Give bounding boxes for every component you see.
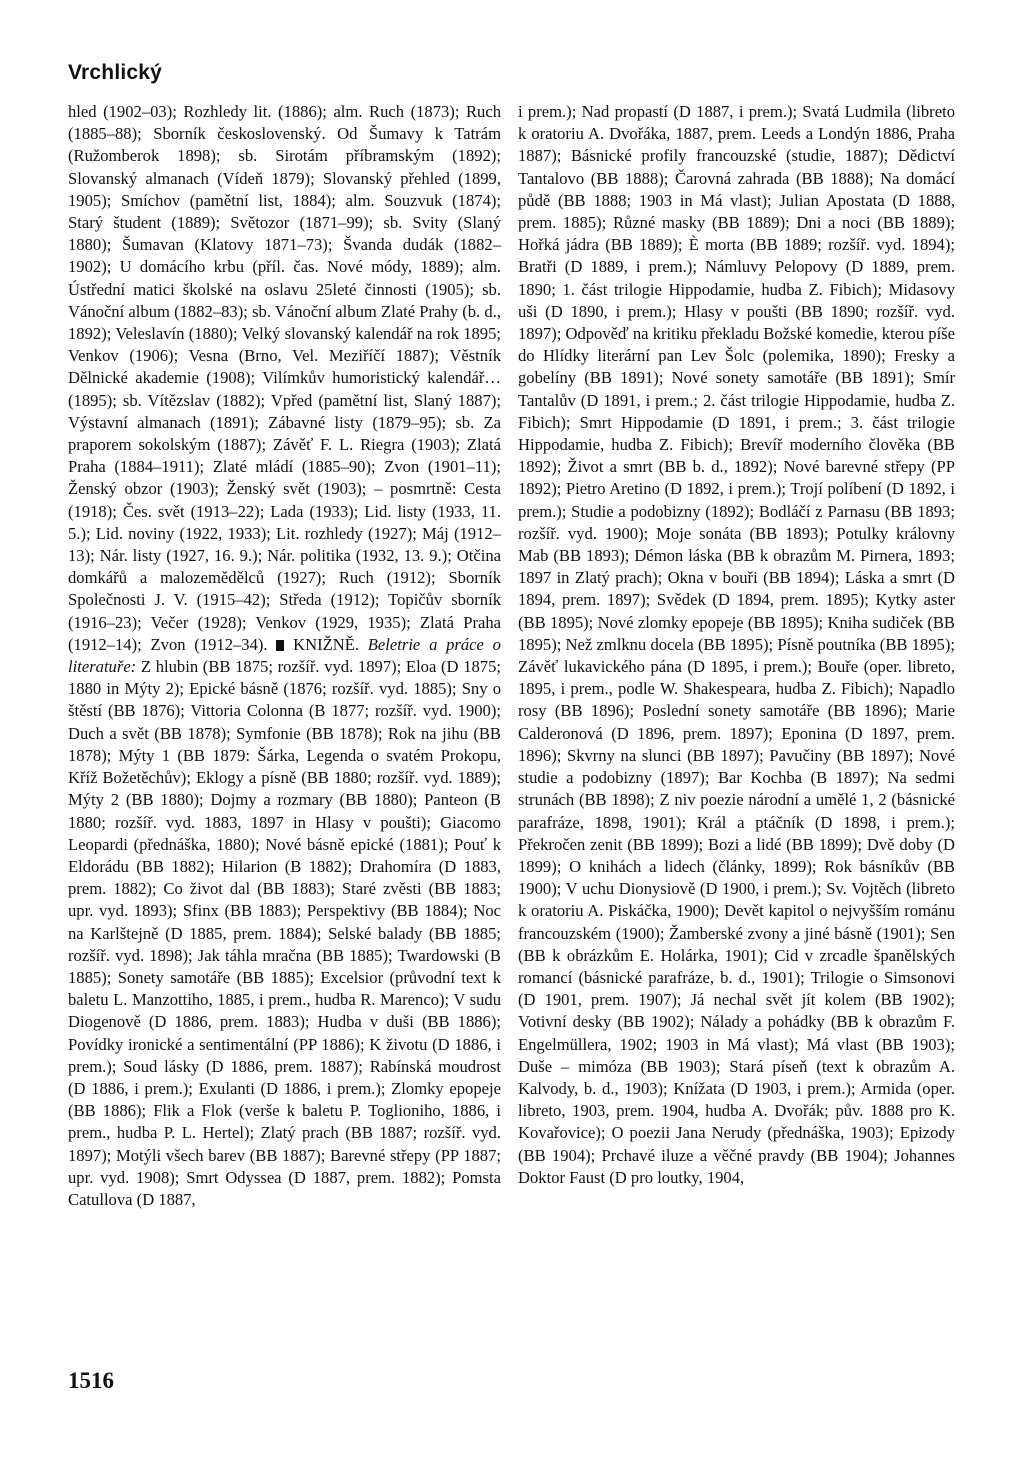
left-paragraph-1: hled (1902–03); Rozhledy lit. (1886); alm. Ruch (1873); Ruch (1885–88); Sborník československý. Od Šumavy k Tatrám (Ružomberok 1898); sb. Sirotám příbramským (1892); Slovanský almanach (Vídeň 1879); Slovanský přehled (1899, 1905); Smíchov (pamětní list, 1884); alm. Souzvuk (1874); Starý študent (1889); Světozor (1871–99); sb. Svity (Slaný 1880); Šumavan (Klatovy 1871–73); Švanda dudák (1882–1902); U domácího krbu (příl. čas. Nové módy, 1889); alm. Ústřední matici školské na oslavu 25leté činnosti (1905); sb. Vánoční album (1882–83); sb. Vánoční album Zlaté Prahy (b. d., 1892); Veleslavín (1880); Velký slovanský kalendář na rok 1895; Venkov (1906); Vesna (Brno, Vel. Meziříčí 1887); Věstník Dělnické akademie (1908); Vilímkův humoristický kalendář… (1895); sb. Vítězslav (1882); Vpřed (pamětní list, Slaný 1887); Výstavní almanach (1891); Zábavné listy (1879–95); sb. Za praporem sokolským (1887); Závěť F. L. Riegra (1903); Zlatá Praha (1884–1911); Zlaté mládí (1885–90); Zvon (1901–11); Ženský obzor (1903); Ženský svět (1903); – posmrtně: Cesta (1918); Čes. svět (1913–22); Lada (1933); Lid. listy (1933, 11. 5.); Lid. noviny (1922, 1933); Lit. rozhledy (1927); Máj (1912–13); Nár. listy (1927, 16. 9.); Nár. politika (1932, 13. 9.); Otčina domkářů a malozemědělců (1927); Ruch (1912); Sborník Společnosti J. V. (1915–42); Středa (1912); Topičův sborník (1916–23); Večer (1928); Venkov (1929, 1935); Zlatá Praha (1912–14); Zvon (1912–34).	[68, 102, 501, 654]
page-number: 1516	[68, 1368, 114, 1393]
left-paragraph-2: Z hlubin (BB 1875; rozšíř. vyd. 1897); Eloa (D 1875; 1880 in Mýty 2); Epické básně (1876; rozšíř. vyd. 1885); Sny o štěstí (BB 1876); Vittoria Colonna (B 1877; rozšíř. vyd. 1900); Duch a svět (BB 1878); Symfonie (BB 1878); Rok na jihu (BB 1878); Mýty 1 (BB 1879: Šárka, Legenda o svatém Prokopu, Kříž Božetěchův); Eklogy a písně (BB 1880; rozšíř. vyd. 1889); Mýty 2 (BB 1880); Dojmy a rozmary (BB 1880); Panteon (B 1880; rozšíř. vyd. 1883, 1897 in Hlasy v poušti); Giacomo Leopardi (přednáška, 1880); Nové básně epické (1881); Pouť k Eldorádu (BB 1882); Hilarion (B 1882); Drahomíra (D 1883, prem. 1882); Co život dal (BB 1883); Staré zvěsti (BB 1883; upr. vyd. 1893); Sfinx (BB 1883); Perspektivy (BB 1884); Noc na Karlštejně (D 1885, prem. 1884); Selské balady (BB 1885; rozšíř. vyd. 1898); Jak táhla mračna (BB 1885); Twardowski (B 1885); Sonety samotáře (BB 1885); Excelsior (průvodní text k baletu L. Manzottiho, 1885, i prem., hudba R. Marenco); V sudu Diogenově (D 1886, prem. 1883); Hudba v duši (BB 1886); Povídky ironické a sentimentální (PP 1886); K životu (D 1886, i prem.); Soud lásky (D 1886, prem. 1887); Rabínská moudrost (D 1886, i prem.); Exulanti (D 1886, i prem.); Zlomky epopeje (BB 1886); Flik a Flok (verše k baletu P. Toglioniho, 1886, i prem., hudba P. L. Hertel); Zlatý prach (BB 1887; rozšíř. vyd. 1897); Motýli všech barev (BB 1887); Barevné střepy (PP 1887; upr. vyd. 1908); Smrt Odyssea (D 1887, prem. 1882); Pomsta Catullova (D 1887,	[68, 657, 501, 1209]
section-mark-icon	[276, 640, 284, 651]
section-label: KNIŽNĚ.	[293, 634, 360, 654]
left-column-text	[68, 101, 501, 1211]
running-head: Vrchlický	[68, 61, 163, 84]
left-column	[68, 101, 501, 1211]
right-column	[518, 101, 955, 1189]
section-subtitle: Beletrie a práce o literatuře:	[68, 634, 501, 677]
right-paragraph: i prem.); Nad propastí (D 1887, i prem.); Svatá Ludmila (libreto k oratoriu A. Dvořáka, 1887, prem. Leeds a Londýn 1886, Praha 1887); Básnické profily francouzské (studie, 1887); Dědictví Tantalovo (BB 1888); Čarovná zahrada (BB 1888); Na domácí půdě (BB 1888; 1903 in Má vlast); Julian Apostata (D 1888, prem. 1885); Různé masky (BB 1889); Dni a noci (BB 1889); Hořká jádra (BB 1889); È morta (BB 1889; rozšíř. vyd. 1894); Bratři (D 1889, i prem.); Námluvy Pelopovy (D 1889, prem. 1890; 1. část trilogie Hippodamie, hudba Z. Fibich); Midasovy uši (D 1890, i prem.); Hlasy v poušti (BB 1890; rozšíř. vyd. 1897); Odpověď na kritiku překladu Božské komedie, kterou píše do Hlídky literární pan Lev Šolc (polemika, 1890); Fresky a gobelíny (BB 1891); Nové sonety samotáře (BB 1891); Smír Tantalův (D 1891, i prem.; 2. část trilogie Hippodamie, hudba Z. Fibich); Smrt Hippodamie (D 1891, i prem.; 3. část trilogie Hippodamie, hudba Z. Fibich); Brevíř moderního člověka (BB 1892); Život a smrt (BB b. d., 1892); Nové barevné střepy (PP 1892); Pietro Aretino (D 1892, i prem.); Trojí políbení (D 1892, i prem.); Studie a podobizny (1892); Bodláčí z Parnasu (BB 1893; rozšíř. vyd. 1900); Moje sonáta (BB 1893); Potulky královny Mab (BB 1893); Démon láska (BB k obrazům M. Pirnera, 1893; 1897 in Zlatý prach); Okna v bouři (BB 1894); Láska a smrt (D 1894, prem. 1897); Svědek (D 1894, prem. 1895); Kytky aster (BB 1895); Nové zlomky epopeje (BB 1895); Kniha sudiček (BB 1895); Než zmlknu docela (BB 1895); Písně poutníka (BB 1895); Závěť lukavického pána (D 1895, i prem.); Bouře (oper. libreto, 1895, i prem., podle W. Shakespeara, hudba Z. Fibich); Napadlo rosy (BB 1896); Poslední sonety samotáře (BB 1896); Marie Calderonová (D 1896, prem. 1897); Eponina (D 1897, prem. 1896); Skvrny na slunci (BB 1897); Pavučiny (BB 1897); Nové studie a podobizny (1897); Bar Kochba (B 1897); Na sedmi strunách (BB 1898); Z niv poezie národní a umělé 1, 2 (básnické parafráze, 1898, 1901); Král a ptáčník (D 1898, i prem.); Překročen zenit (BB 1899); Bozi a lidé (BB 1899); Dvě doby (D 1899); O knihách a lidech (články, 1899); Rok básníkův (BB 1900); V uchu Dionysiově (D 1900, i prem.); Sv. Vojtěch (libreto k oratoriu A. Piskáčka, 1900); Devět kapitol o nejvyšším románu francouzském (1900); Žamberské zvony a jiné básně (1901); Sen (BB k obrázkům E. Holárka, 1901); Cid v zrcadle španělských romancí (básnické parafráze, b. d., 1901); Trilogie o Simsonovi (D 1901, prem. 1907); Já nechal svět jít kolem (BB 1902); Votivní desky (BB 1902); Nálady a pohádky (BB k obrazům F. Engelmüllera, 1902; 1903 in Má vlast); Má vlast (BB 1903); Duše – mimóza (BB 1903); Stará píseň (text k obrazům A. Kalvody, b. d., 1903); Knížata (D 1903, i prem.); Armida (oper. libreto, 1903, prem. 1904, hudba A. Dvořák; pův. 1888 pro K. Kovařovice); O poezii Jana Nerudy (přednáška, 1903); Epizody (BB 1904); Prchavé iluze a věčné pravdy (BB 1904); Johannes Doktor Faust (D pro loutky, 1904,	[518, 102, 955, 1187]
